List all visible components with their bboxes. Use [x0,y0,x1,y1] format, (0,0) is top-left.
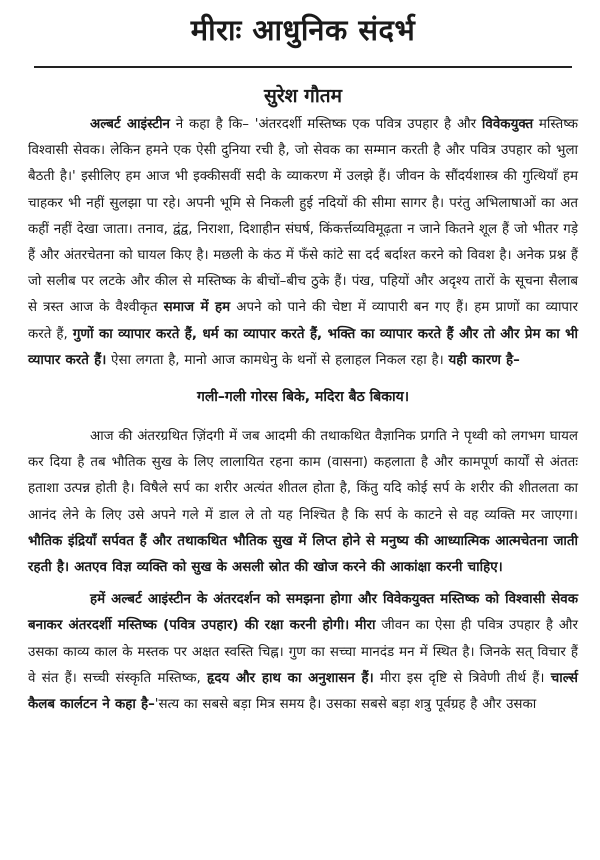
paragraph-1 [28,112,578,374]
page-title: मीराः आधुनिक संदर्भ [190,13,416,47]
title-divider [34,66,572,68]
paragraph-2 [28,424,578,581]
p1-text-e: अपने को पाने की चेष्टा में व्यापारी बन गए हैं। हम प्राणों का व्यापार करते हैं, [28,300,578,342]
p2-text-a: आज की अंतरग्रथित ज़िंदगी में जब आदमी की तथाकथित वैज्ञानिक प्रगति ने पृथ्वी को लगभग घायल कर दिया है तब भौतिक सुख के लिए लालायित रहना काम (वासना) कहलाता है और कामपूर्ण कार्यों से अंततः हताशा उत्पन्न होती है। विषैले सर्प का शरीर अत्यंत शीतल होता है, किंतु यदि कोई सर्प के शरीर की शीतलता का आनंद लेने के लिए उसे अपने गले में डाल ले तो यह निश्चित है कि सर्प के काटने से वह व्यक्ति मर जाएगा। [28,429,578,523]
p3-bold-e: हृदय और हाथ का अनुशासन हैं। [207,670,374,686]
p3-bold-g: चार्ल्स कैलब कार्लटन ने कहा है– [28,670,578,713]
p1-bold-b: विवेकयुक्त [481,117,534,132]
p1-bold-h: यही कारण है– [448,352,520,368]
p1-bold-f: गुणों का व्यापार करते हैं, धर्म का व्यापार करते हैं, भक्ति का व्यापार करते हैं और तो और प्रेम का भी व्यापार करते हैं। [28,326,579,368]
p1-bold-d: समाज में हम [163,300,231,316]
p1-text-c: मस्तिष्क विश्वासी सेवक। लेकिन हमने एक ऐसी दुनिया रची है, जो सेवक का सम्मान करती है और पवित्र उपहार को भुला बैठती है।' इसीलिए हम आज भी इक्कीसवीं सदी के व्याकरण में उलझे हैं। जीवन के सौंदर्यशास्त्र की गुत्थियाँ हम चाहकर भी नहीं सुलझा पा रहे। अपनी भूमि से निकली हुई नदियों की सीमा सागर है। परंतु अभिलाषाओं का अत कहीं नहीं देखा जाता। तनाव, द्वंद्व, निराशा, दिशाहीन संघर्ष, किंकर्त्तव्यविमूढ़ता न जाने कितने शूल हैं जो भीतर गड़े हैं और अंतरचेतना को घायल किए है। मछली के कंठ में फँसे कांटे सा दर्द बर्दाश्त करने को विवश है। अनेक प्रश्न हैं जो सलीब पर लटके और कील से मस्तिष्क के बीचों–बीच ठुके हैं। पंख, पहियों और अदृश्य तारों के सूचना सैलाब से त्रस्त आज के वैश्वीकृत [28,117,578,316]
author-name: सुरेश गौतम [264,85,342,107]
p3-text-d: जीवन का ऐसा ही पवित्र उपहार है और उसका काव्य काल के मस्तक पर अक्षत स्वस्ति चिह्न। गुण का सच्चा मानदंड मन में स्थित है। जिनके सत् विचार हैं वे संत हैं। सच्ची संस्कृति मस्तिष्क, [28,618,578,686]
p3-bold-c: मीरा [355,618,376,634]
p2-bold-b: भौतिक इंद्रियाँ सर्पवत हैं और तथाकथित भौतिक सुख में लिप्त होने से मनुष्य की आध्यात्मिक आत्मचेतना जाती रहती है। अतएव विज्ञ व्यक्ति को सुख के असली स्रोत की खोज करने की आकांक्षा करनी चाहिए। [28,533,578,576]
paragraph-3 [28,587,578,718]
p3-text-h: 'सत्य का सबसे बड़ा मित्र समय है। उसका सबसे बड़ा शत्रु पूर्वग्रह है और उसका [154,697,537,713]
p3-text-f: मीरा इस दृष्टि से त्रिवेणी तीर्थ हैं। [373,670,551,686]
p1-text-g: ऐसा लगता है, मानो आज कामधेनु के थनों से हलाहल निकल रहा है। [106,352,449,368]
couplet-quote: गली–गली गोरस बिके, मदिरा बैठ बिकाय। [196,389,410,406]
p1-lead-bold: अल्बर्ट आइंस्टीन [90,117,170,132]
p1-text-a: ने कहा है कि– 'अंतरदर्शी मस्तिष्क एक पवित्र उपहार है और [169,117,482,132]
p3-bold-a: हमें अल्बर्ट आइंस्टीन के अंतरदर्शन को समझना होगा और विवेकयुक्त मस्तिष्क को विश्वासी सेवक बनाकर अंतरदर्शी मस्तिष्क (पवित्र उपहार) की रक्षा करनी होगी। [28,592,578,634]
